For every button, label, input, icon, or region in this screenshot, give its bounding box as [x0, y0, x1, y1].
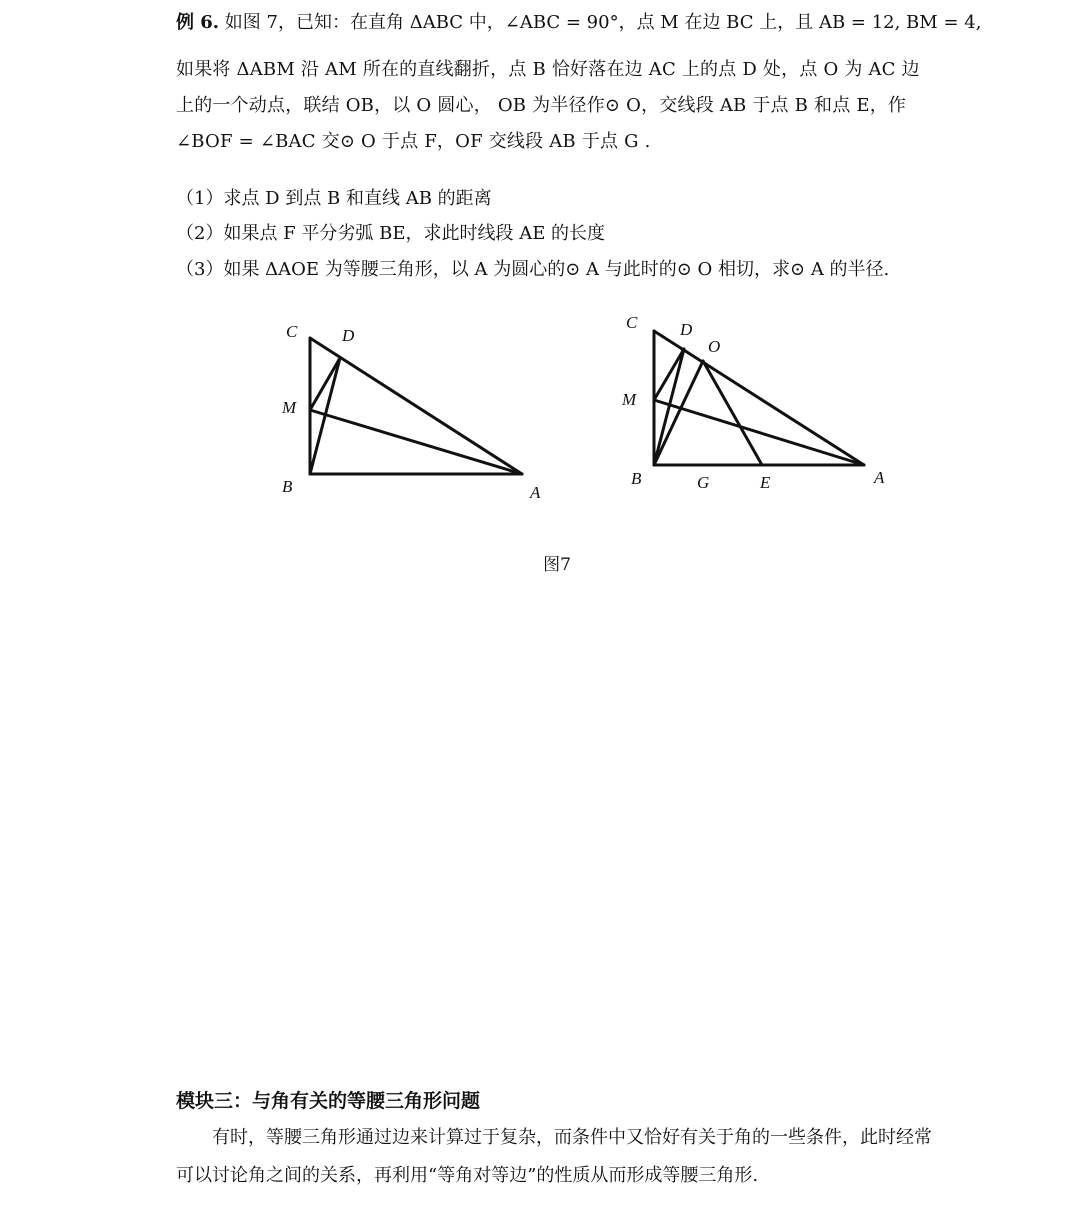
segment-ma — [310, 410, 522, 474]
label-b: B — [631, 469, 642, 488]
label-g: G — [697, 473, 710, 492]
question-2: （2）如果点 F 平分劣弧 BE，求此时线段 AE 的长度 — [176, 223, 606, 244]
section-body: 有时，等腰三角形通过边来计算过于复杂，而条件中又恰好有关于角的一些条件，此时经常可以讨论角之间的关系，再利用“等角对等边”的性质从而形成等腰三角形. — [176, 1127, 932, 1186]
segment-oe — [703, 361, 762, 465]
question-3: （3）如果 ΔAOE 为等腰三角形，以 A 为圆心的⊙ A 与此时的⊙ O 相切，求⊙ A 的半径. — [176, 259, 890, 280]
label-m: M — [622, 390, 637, 409]
figure-caption: 图7 — [543, 555, 571, 575]
label-d: D — [680, 320, 693, 339]
label-a: A — [874, 468, 885, 487]
question-1: （1）求点 D 到点 B 和直线 AB 的距离 — [176, 188, 492, 209]
label-d: D — [342, 326, 355, 345]
section-title: 模块三：与角有关的等腰三角形问题 — [176, 1090, 481, 1112]
example-intro-rest: 如果将 ΔABM 沿 AM 所在的直线翻折，点 B 恰好落在边 AC 上的点 D 处，点 O 为 AC 边上的一个动点，联结 OB，以 O 圆心， OB 为半径作⊙ O，交线段 AB 于点 B 和点 E，作 ∠BOF = ∠BAC 交⊙ O 于点 F，OF 交线段 AB 于点 G . — [176, 59, 920, 152]
label-c: C — [286, 322, 298, 341]
example-intro-line1 — [176, 8, 981, 34]
segment-ma — [654, 400, 864, 465]
figure-right — [610, 305, 910, 505]
label-m: M — [282, 398, 297, 417]
segment-ca — [310, 338, 522, 474]
segment-bd — [310, 358, 340, 474]
label-o: O — [708, 337, 721, 356]
label-c: C — [626, 313, 638, 332]
label-b: B — [282, 477, 293, 496]
figure-left — [270, 310, 570, 510]
segment-md — [654, 349, 684, 400]
example-label: 例 6. — [176, 12, 220, 33]
example-intro-text: 如图 7，已知：在直角 ΔABC 中，∠ABC = 90°，点 M 在边 BC 上，且 AB = 12, BM = 4, — [224, 12, 982, 33]
label-e: E — [760, 473, 771, 492]
label-a: A — [530, 483, 541, 502]
segment-md — [310, 358, 340, 410]
